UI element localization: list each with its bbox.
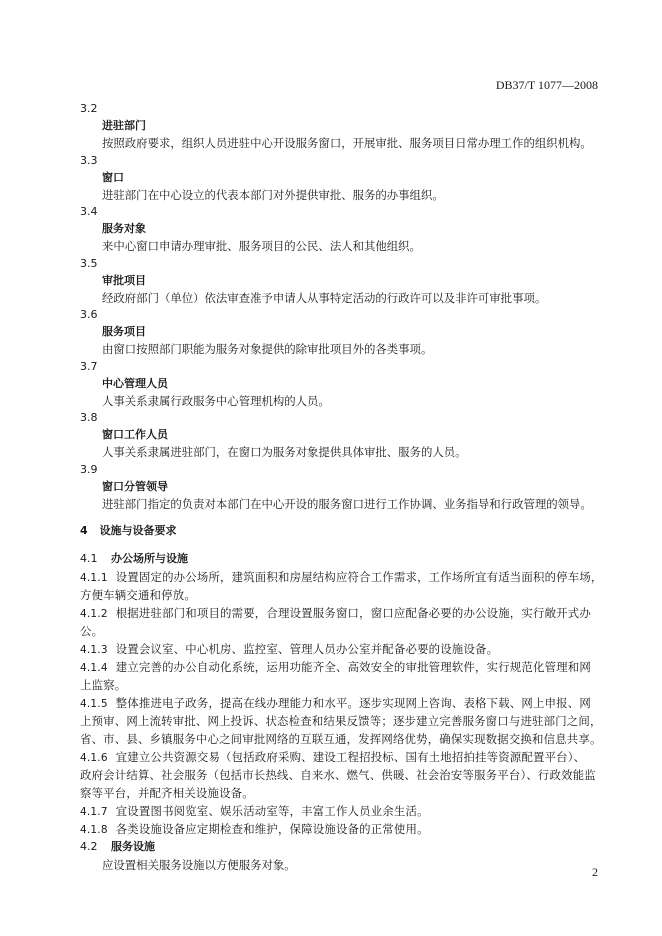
clause (80, 802, 602, 820)
clause-text: 整体推进电子政务，提高在线办理能力和水平。逐步实现网上咨询、表格下载、网上申报、网 (115, 696, 591, 710)
clause (80, 694, 602, 748)
term-number: 3.5 (80, 256, 98, 270)
term-title: 服务项目 (102, 325, 146, 338)
term-definition: 来中心窗口申请办理审批、服务项目的公民、法人和其他组织。 (102, 239, 421, 253)
clause-line (80, 694, 602, 712)
clause-number: 4.1.8 (80, 824, 108, 836)
clause-line (80, 622, 602, 640)
clause-line (80, 586, 602, 604)
clause-line (80, 604, 602, 622)
clause-number: 4.1.5 (80, 698, 108, 710)
term-definition: 人事关系隶属行政服务中心管理机构的人员。 (102, 393, 330, 408)
clause-line (80, 784, 602, 802)
term-title: 中心管理人员 (102, 376, 168, 390)
term-definition: 进驻部门指定的负责对本部门在中心开设的服务窗口进行工作协调、业务指导和行政管理的领导。 (102, 496, 592, 511)
clause-text: 设置会议室、中心机房、监控室、管理人员办公室并配备必要的设施设备。 (115, 642, 499, 656)
subsection-number: 4.1 (80, 552, 98, 565)
subsection-heading-2 (80, 838, 602, 856)
term-title: 服务对象 (102, 222, 146, 235)
clause-text: 省、市、县、乡镇服务中心之间审批网络的互联互通，发挥网络优势，确保实现数据交换和信息共享。 (80, 732, 602, 746)
term-number: 3.6 (80, 308, 98, 321)
document-code: DB37/T 1077—2008 (495, 78, 598, 92)
clause-text: 公。 (80, 624, 104, 638)
clause-text: 察等平台，并配齐相关设施设备。 (80, 786, 254, 800)
subsection-text: 应设置相关服务设施以方便服务对象。 (102, 858, 296, 872)
clause-text: 宜设置图书阅览室、娱乐活动室等，丰富工作人员业余生活。 (115, 804, 429, 818)
clause-line (80, 640, 602, 658)
clause (80, 604, 602, 640)
clause-text: 宜建立公共资源交易（包括政府采购、建设工程招投标、国有土地招拍挂等资源配置平台）、 (115, 750, 586, 764)
term-definition: 人事关系隶属进驻部门，在窗口为服务对象提供具体审批、服务的人员。 (102, 445, 467, 459)
term-number: 3.8 (80, 411, 98, 424)
term-title: 窗口工作人员 (102, 428, 168, 441)
term-title: 审批项目 (102, 273, 146, 287)
clause-text: 政府会计结算、社会服务（包括市长热线、自来水、燃气、供暖、社会治安等服务平台）、行政效能监 (80, 768, 596, 782)
subsection-heading (80, 550, 602, 568)
term-definition: 按照政府要求，组织人员进驻中心开设服务窗口，开展审批、服务项目日常办理工作的组织机构。 (102, 136, 592, 150)
clause-number: 4.1.2 (80, 608, 108, 620)
clause (80, 748, 602, 802)
clause-text: 建立完善的办公自动化系统，运用功能齐全、高效安全的审批管理软件，实行规范化管理和网 (115, 660, 591, 674)
clause-text: 方便车辆交通和停放。 (80, 588, 196, 602)
term-title: 进驻部门 (102, 119, 146, 132)
clause-line (80, 748, 602, 766)
clause-text: 上监察。 (80, 678, 127, 692)
clause-line (80, 658, 602, 676)
clause (80, 658, 602, 694)
term-title: 窗口 (102, 170, 124, 184)
clause-line (80, 676, 602, 694)
page-number: 2 (592, 865, 598, 879)
clause-number: 4.1.1 (80, 572, 108, 584)
clause-text: 根据进驻部门和项目的需要，合理设置服务窗口，窗口应配备必要的办公设施，实行敞开式办 (115, 606, 591, 620)
term-number: 3.3 (80, 153, 98, 167)
term-definition: 由窗口按照部门职能为服务对象提供的除审批项目外的各类事项。 (102, 342, 433, 356)
term-number: 3.2 (80, 102, 98, 115)
clause-line (80, 802, 602, 820)
clause-text: 各类设施设备应定期检查和维护，保障设施设备的正常使用。 (115, 822, 429, 836)
subsection-number: 4.2 (80, 840, 98, 853)
clause-number: 4.1.7 (80, 806, 108, 818)
clause-line (80, 712, 602, 730)
subsection-title: 服务设施 (111, 840, 155, 853)
clause (80, 640, 602, 658)
term-title: 窗口分管领导 (102, 479, 168, 493)
term-number: 3.7 (80, 359, 98, 373)
section-heading (80, 522, 602, 544)
clause-line (80, 766, 602, 784)
section-number: 4 (80, 524, 88, 537)
clause-number: 4.1.6 (80, 752, 108, 764)
term-number: 3.9 (80, 462, 98, 476)
clause-line (80, 730, 602, 748)
term-number: 3.4 (80, 205, 98, 218)
clause-text: 上预审、网上流转审批、网上投诉、状态检查和结果反馈等；逐步建立完善服务窗口与进驻部门之间， (80, 714, 602, 728)
subsection-title: 办公场所与设施 (111, 552, 188, 565)
document-body (80, 100, 602, 874)
term-definition: 经政府部门（单位）依法审查准予申请人从事特定活动的行政许可以及非许可审批事项。 (102, 290, 547, 305)
clause-number: 4.1.3 (80, 644, 108, 656)
clause-number: 4.1.4 (80, 662, 108, 674)
clause (80, 568, 602, 604)
clause-text: 设置固定的办公场所，建筑面积和房屋结构应符合工作需求，工作场所宜有适当面积的停车场， (115, 570, 603, 584)
clause (80, 820, 602, 838)
terms-list (80, 100, 602, 512)
clause-line (80, 568, 602, 586)
term-definition: 进驻部门在中心设立的代表本部门对外提供审批、服务的办事组织。 (102, 187, 444, 202)
section-title: 设施与设备要求 (99, 524, 177, 537)
clause-line (80, 820, 602, 838)
clauses-list (80, 568, 602, 838)
